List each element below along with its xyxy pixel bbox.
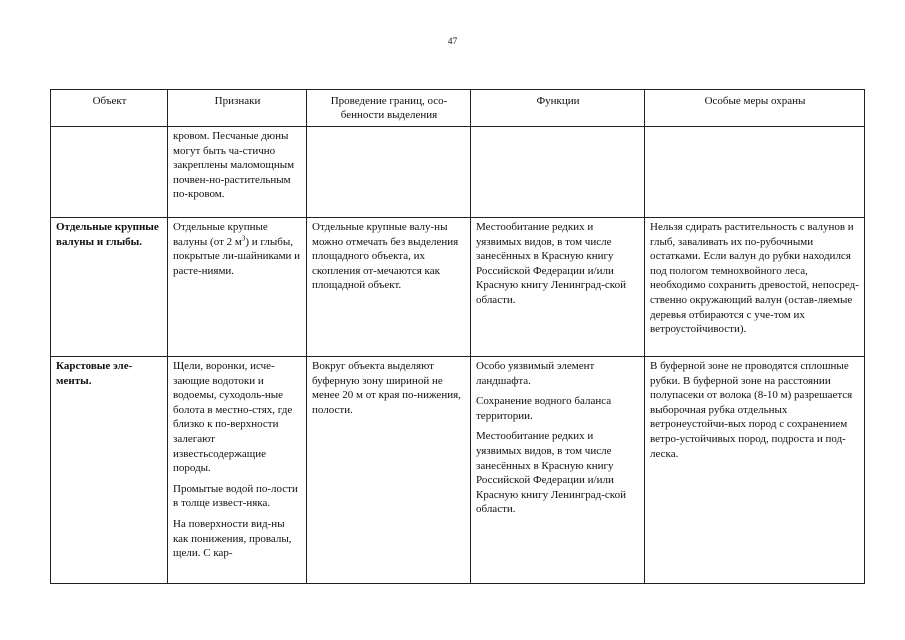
- header-signs: Признаки: [168, 90, 307, 127]
- cell-protection: [645, 357, 865, 584]
- cell-protection: [645, 127, 865, 218]
- header-functions: Функции: [471, 90, 645, 127]
- signs-paragraph: Щели, воронки, исче-зающие водотоки и водоемы, суходоль-ные болота в местно-стях, где близко к по-верхности залегают известьсодержащие породы.: [173, 360, 293, 475]
- superscript-exponent: 3: [241, 233, 246, 242]
- cell-object: Отдельные крупные валуны и глыбы.: [51, 218, 168, 357]
- signs-paragraph: На поверхности вид-ны как понижения, провалы, щели. С кар-: [173, 517, 292, 560]
- protection-text: В буферной зоне не проводятся сплошные рубки. В буферной зоне на расстоянии полупасеки от волока (8-10 м) разрешается выборочная рубка отдельных ветронеустойчи-вых пород с сохранением ветро-устойчивых пород, подроста и под-леска.: [650, 360, 853, 460]
- boundaries-text: Отдельные крупные валу-ны можно отмечать без выделения площадного объекта, их скопления от-мечаются как площадной объект.: [312, 221, 459, 292]
- page-number: 47: [447, 37, 458, 47]
- criteria-table: [50, 89, 865, 584]
- header-protection: Особые меры охраны: [645, 90, 865, 127]
- cell-protection: [645, 218, 865, 357]
- cell-object: Карстовые эле-менты.: [51, 357, 168, 584]
- cell-boundaries: [307, 357, 471, 584]
- cell-functions: [471, 127, 645, 218]
- protection-text: Нельзя сдирать растительность с валунов и глыб, заваливать их по-рубочными остатками. Если валун до рубки находился под пологом темнохвойного леса, необходимо сохранить древостой, непосред-ственно окружающий валун (остав-ляемые деревья отбираются с уче-том их ветроустойчивости).: [650, 221, 859, 336]
- boundaries-text: Вокруг объекта выделяют буферную зону шириной не менее 20 м от края по-нижения, полости.: [312, 360, 461, 416]
- cell-signs: [168, 218, 307, 357]
- cell-object: [51, 127, 168, 218]
- cell-boundaries: [307, 218, 471, 357]
- signs-text: кровом. Песчаные дюны могут быть ча-стично закреплены маломощным почвен-но-растительным по-кровом.: [173, 130, 295, 201]
- table-row-karst: [51, 357, 865, 584]
- functions-paragraph: Местообитание редких и уязвимых видов, в том числе занесённых в Красную книгу Российской Федерации и/или Красную книгу Ленинград-ской области.: [476, 430, 626, 516]
- signs-text-part: ) и глыбы, покрытые ли-шайниками и расте-ниями.: [173, 235, 301, 277]
- signs-text-part: Отдельные крупные валуны (от 2 м: [173, 221, 268, 248]
- header-object: Объект: [51, 90, 168, 127]
- cell-signs: [168, 357, 307, 584]
- signs-text: [173, 220, 302, 278]
- signs-paragraph: Промытые водой по-лости в толще извест-няка.: [173, 482, 298, 510]
- cell-signs: [168, 127, 307, 218]
- table-row-boulders: [51, 218, 865, 357]
- cell-boundaries: [307, 127, 471, 218]
- functions-paragraph: Сохранение водного баланса территории.: [476, 395, 612, 422]
- functions-text: Местообитание редких и уязвимых видов, в том числе занесённых в Красную книгу Российской Федерации и/или Красную книгу Ленинград-ской области.: [476, 221, 626, 306]
- table-row-continuation: [51, 127, 865, 218]
- cell-functions: [471, 357, 645, 584]
- header-boundaries: Проведение границ, осо-бенности выделения: [307, 90, 471, 127]
- cell-functions: [471, 218, 645, 357]
- functions-paragraph: Особо уязвимый элемент ландшафта.: [476, 360, 595, 387]
- table-header-row: [51, 90, 865, 127]
